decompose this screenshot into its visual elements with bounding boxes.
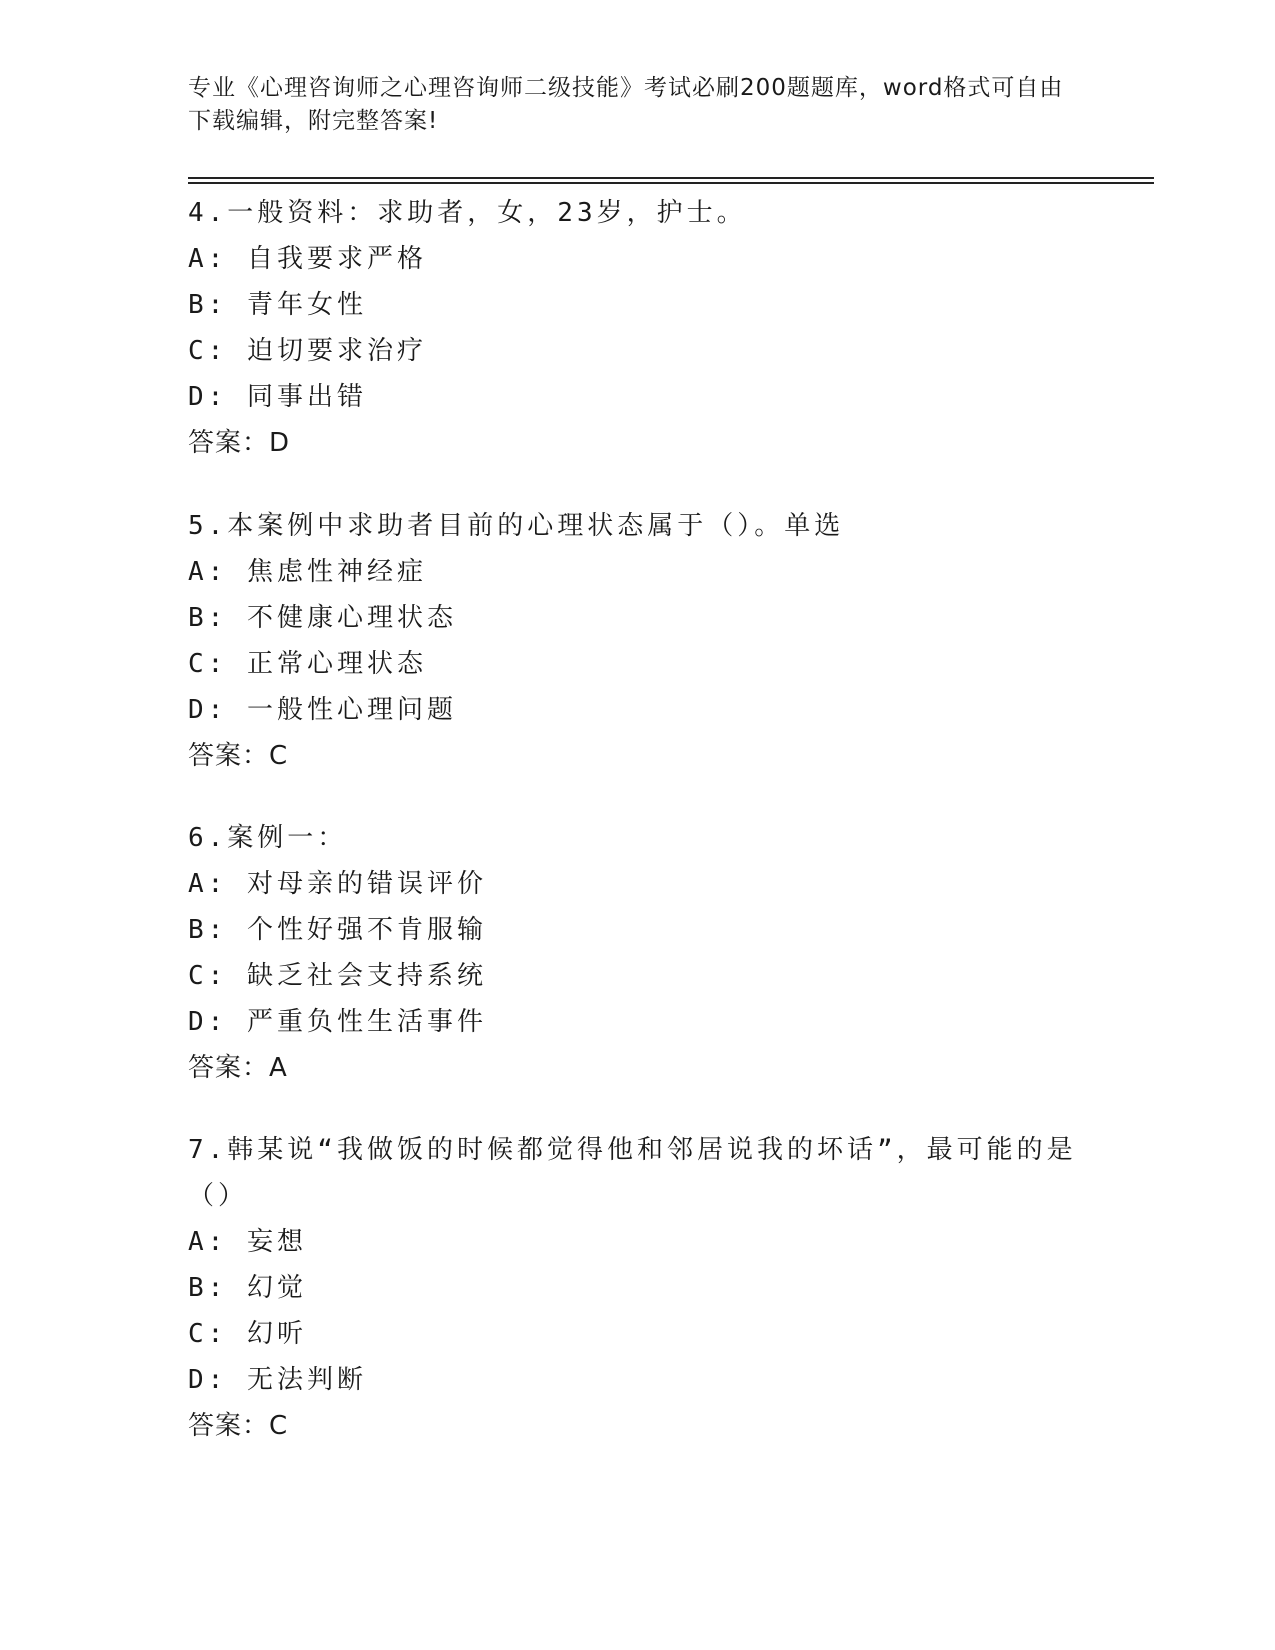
- option-a: A: 妄想: [188, 1227, 307, 1257]
- option-a: A: 自我要求严格: [188, 244, 427, 274]
- option-c: C: 幻听: [188, 1319, 307, 1349]
- option-b: B: 青年女性: [188, 290, 367, 320]
- answer-line: 答案：C: [188, 741, 289, 771]
- option-d: D: 同事出错: [188, 382, 367, 412]
- question-stem: 7.韩某说“我做饭的时候都觉得他和邻居说我的坏话”，最可能的是（）: [188, 1135, 1077, 1211]
- question-stem: 4.一般资料：求助者，女，23岁，护士。: [188, 198, 747, 228]
- option-c: C: 正常心理状态: [188, 649, 427, 679]
- question-stem: 5.本案例中求助者目前的心理状态属于（）。单选: [188, 511, 845, 541]
- option-d: D: 无法判断: [188, 1365, 367, 1395]
- answer-line: 答案：C: [188, 1411, 289, 1441]
- document-intro: 专业《心理咨询师之心理咨询师二级技能》考试必刷200题题库，word格式可自由下载编辑，附完整答案!: [188, 75, 1064, 134]
- header-rule-bottom: [188, 182, 1154, 184]
- option-a: A: 焦虑性神经症: [188, 557, 427, 587]
- option-b: B: 幻觉: [188, 1273, 307, 1303]
- option-b: B: 不健康心理状态: [188, 603, 457, 633]
- question-block: [188, 1127, 1088, 1449]
- option-a: A: 对母亲的错误评价: [188, 869, 487, 899]
- option-b: B: 个性好强不肯服输: [188, 915, 487, 945]
- header-rule-top: [188, 177, 1154, 179]
- option-d: D: 一般性心理问题: [188, 695, 457, 725]
- question-block: [188, 503, 1088, 779]
- question-stem: 6.案例一：: [188, 823, 348, 853]
- option-c: C: 缺乏社会支持系统: [188, 961, 487, 991]
- answer-line: 答案：A: [188, 1053, 288, 1083]
- question-block: [188, 190, 1088, 466]
- answer-line: 答案：D: [188, 428, 291, 458]
- option-d: D: 严重负性生活事件: [188, 1007, 487, 1037]
- option-c: C: 迫切要求治疗: [188, 336, 427, 366]
- question-block: [188, 815, 1088, 1091]
